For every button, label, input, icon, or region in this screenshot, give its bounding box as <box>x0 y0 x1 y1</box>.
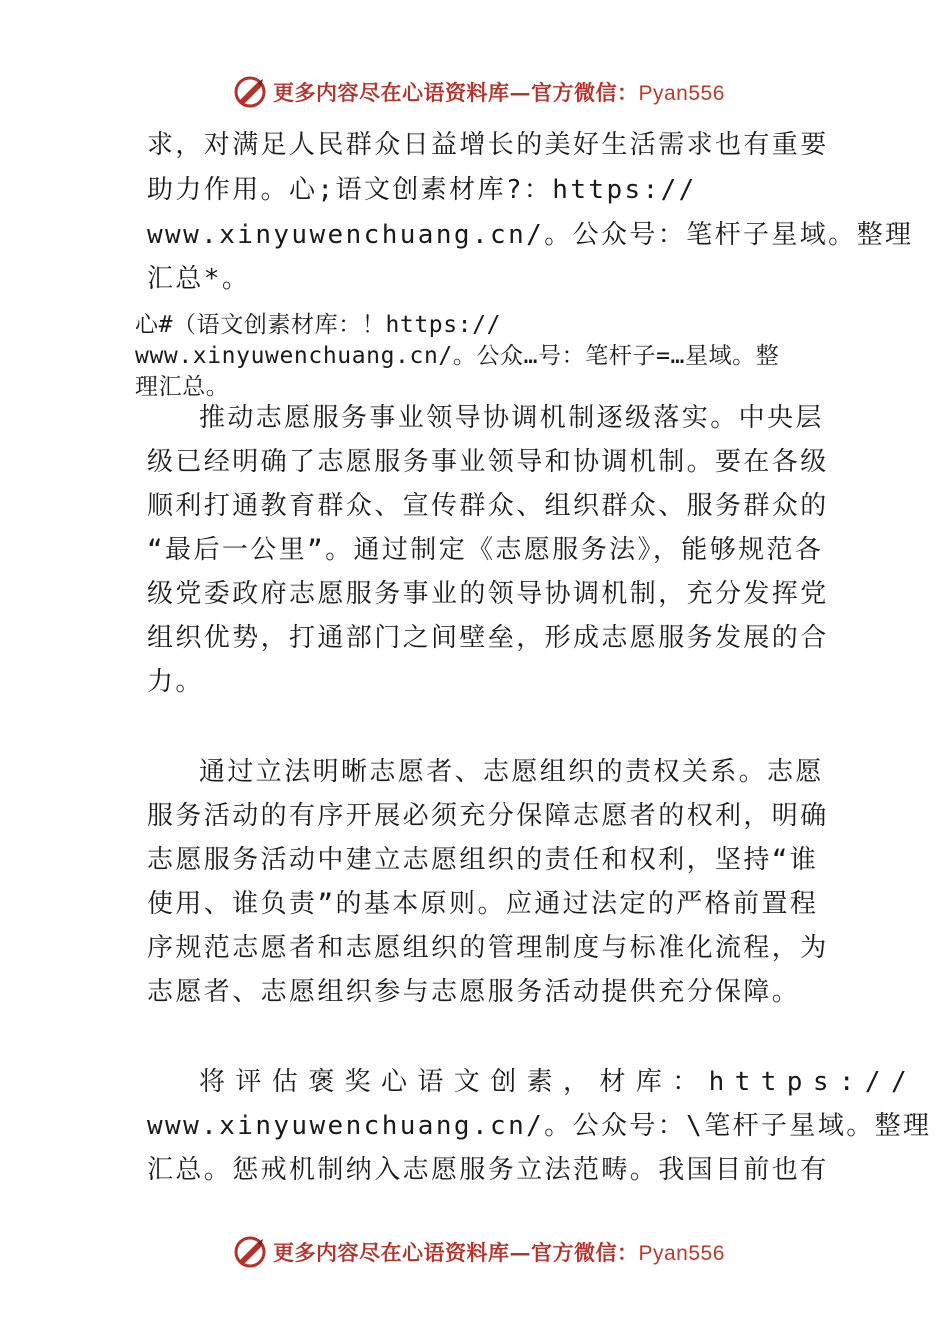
text-line: 顺利打通教育群众、宣传群众、组织群众、服务群众的 <box>147 491 829 521</box>
text-line: “最后一公里”。通过制定《志愿服务法》，能够规范各 <box>147 535 824 565</box>
text-line: 将评估褒奖心语文创素，材库：https:// <box>199 1067 918 1097</box>
text-line: 心#（语文创素材库：！https:// <box>135 312 502 338</box>
header-banner <box>233 72 725 112</box>
text-line: www.xinyuwenchuang.cn/。公众号：笔杆子星域。整理 <box>147 220 914 250</box>
wechat-handle: Pyan556 <box>638 82 725 105</box>
text-line: 组织优势，打通部门之间壁垒，形成志愿服务发展的合 <box>147 623 829 653</box>
wechat-handle: Pyan556 <box>638 1242 725 1265</box>
text-line: www.xinyuwenchuang.cn/。公众号：\笔杆子星域。整理 <box>147 1111 932 1141</box>
text-line: 汇总。惩戒机制纳入志愿服务立法范畴。我国目前也有 <box>147 1155 829 1185</box>
banner-text: 更多内容尽在心语资料库—官方微信：Pyan556 <box>273 1240 725 1265</box>
banner-text: 更多内容尽在心语资料库—官方微信：Pyan556 <box>273 80 725 105</box>
text-line: 力。 <box>147 667 204 697</box>
footer-banner <box>233 1232 725 1272</box>
text-line: 推动志愿服务事业领导协调机制逐级落实。中央层 <box>199 403 824 433</box>
text-line: 汇总*。 <box>147 264 251 294</box>
text-line: 志愿者、志愿组织参与志愿服务活动提供充分保障。 <box>147 977 801 1007</box>
text-line: 助力作用。心;语文创素材库?：https:// <box>147 175 697 205</box>
text-line: 服务活动的有序开展必须充分保障志愿者的权利，明确 <box>147 801 829 831</box>
text-line: 使用、谁负责”的基本原则。应通过法定的严格前置程 <box>147 889 819 919</box>
text-line: 级党委政府志愿服务事业的领导协调机制，充分发挥党 <box>147 579 829 609</box>
text-line: www.xinyuwenchuang.cn/。公众…号：笔杆子=…星域。整 <box>135 343 780 369</box>
text-line: 级已经明确了志愿服务事业领导和协调机制。要在各级 <box>147 447 829 477</box>
text-line: 理汇总。 <box>135 374 230 400</box>
text-line: 序规范志愿者和志愿组织的管理制度与标准化流程，为 <box>147 933 829 963</box>
text-line: 求，对满足人民群众日益增长的美好生活需求也有重要 <box>147 130 829 160</box>
text-line: 通过立法明晰志愿者、志愿组织的责权关系。志愿 <box>199 757 824 787</box>
pen-logo-icon <box>233 75 267 109</box>
pen-logo-icon <box>233 1235 267 1269</box>
text-line: 志愿服务活动中建立志愿组织的责任和权利，坚持“谁 <box>147 845 819 875</box>
